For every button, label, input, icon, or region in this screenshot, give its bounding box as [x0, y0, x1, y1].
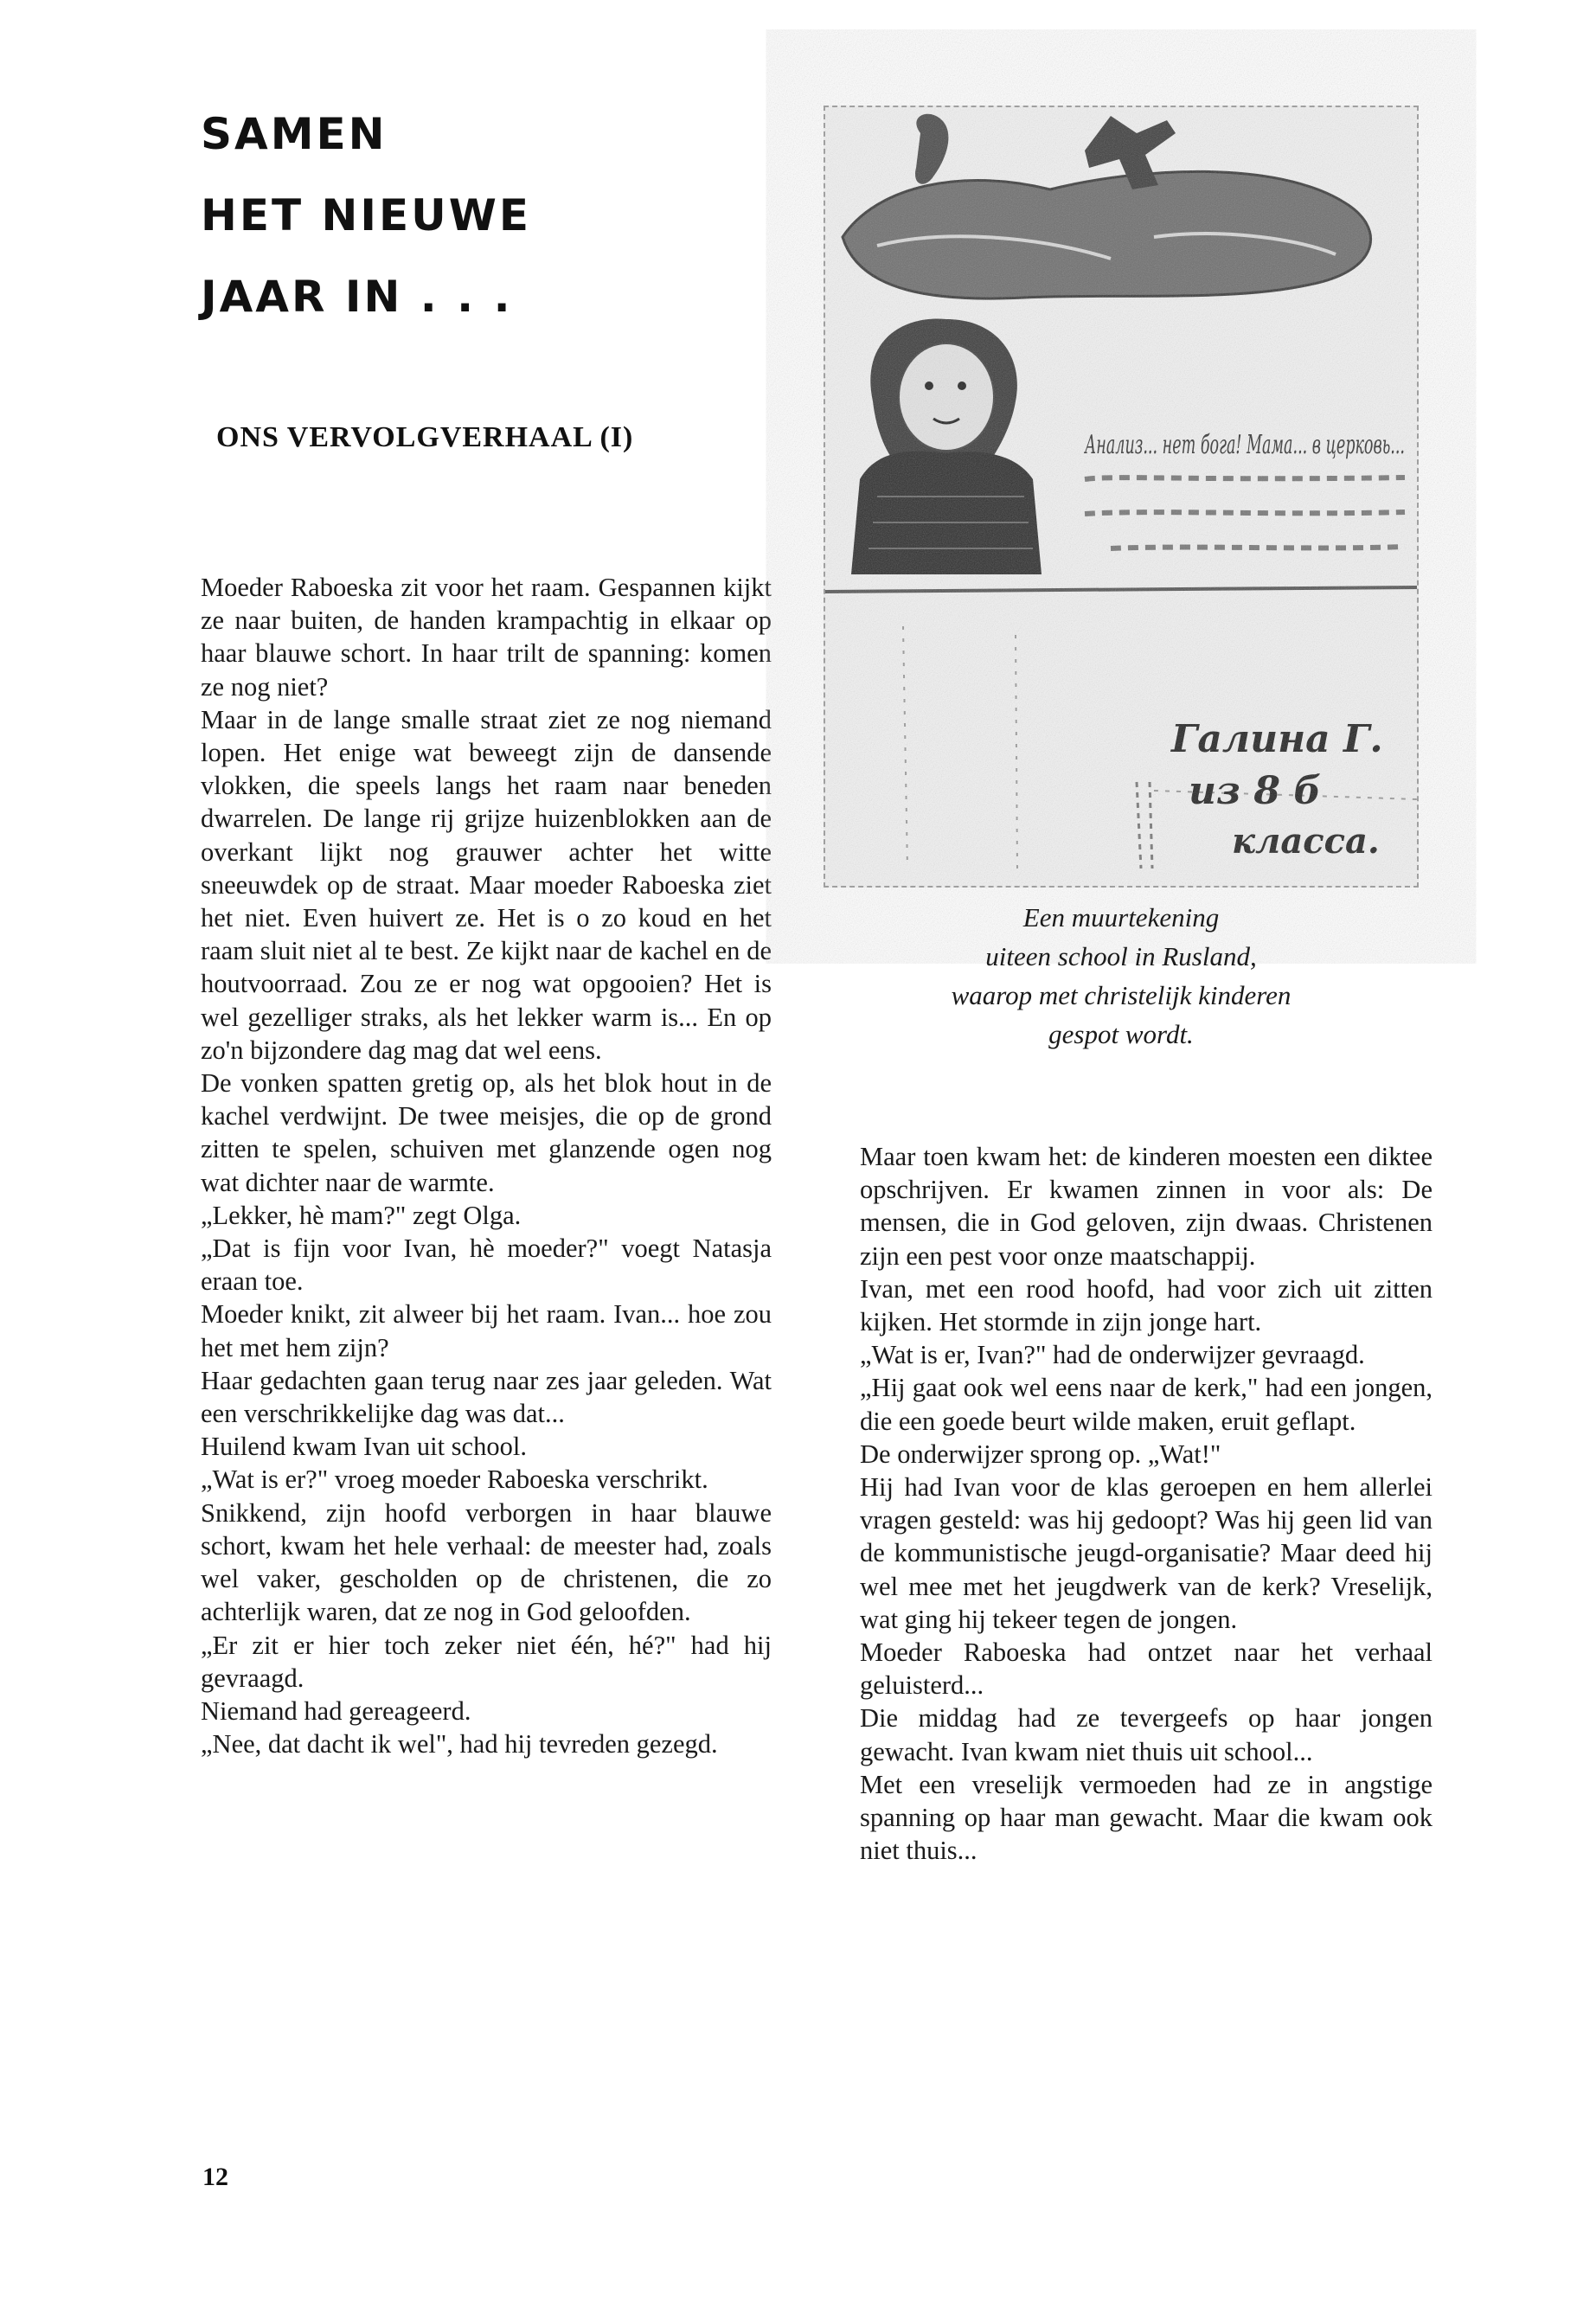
paragraph: „Wat is er, Ivan?" had de onderwijzer gevraagd. — [860, 1340, 1365, 1370]
caption-line-4: gespot wordt. — [1048, 1019, 1194, 1049]
wall-drawing-illustration — [824, 106, 1419, 888]
paragraph: „Er zit er hier toch zeker niet één, hé?" had hij gevraagd. — [201, 1630, 772, 1693]
caption-line-1: Een muurtekening — [1022, 902, 1220, 933]
paragraph: Moeder Raboeska had ontzet naar het verhaal geluisterd... — [860, 1638, 1433, 1701]
paragraph: De onderwijzer sprong op. „Wat!" — [860, 1439, 1221, 1469]
paragraph: Huilend kwam Ivan uit school. — [201, 1432, 527, 1462]
paragraph: Maar toen kwam het: de kinderen moesten een diktee opschrijven. Er kwamen zinnen in voor als: De mensen, die in God geloven, zijn dwaas. Christenen zijn een pest voor onze maatschappij. — [860, 1142, 1433, 1271]
paragraph: „Wat is er?" vroeg moeder Raboeska verschrikt. — [201, 1465, 708, 1495]
subheading: ONS VERVOLGVERHAAL (I) — [216, 421, 634, 453]
headline — [201, 93, 531, 337]
paragraph: Maar in de lange smalle straat ziet ze nog niemand lopen. Het enige wat beweegt zijn de dansende vlokken, die speels langs het raam naar beneden dwarrelen. De lange rij grijze huizenblokken aan de overkant lijkt nog grauwer achter het witte sneeuwdek op de straat. Maar moeder Raboeska ziet het niet. Even huivert ze. Het is o zo koud en het raam sluit niet al te best. Ze kijkt naar de kachel en de houtvoorraad. Zou ze er nog wat opgooien? Het is wel gezelliger straks, als het lekker warm is... En op zo'n bijzondere dag mag dat wel eens. — [201, 704, 772, 1065]
headline-line-1: SAMEN — [201, 109, 388, 159]
illustration-caption — [824, 898, 1419, 1054]
paragraph: De vonken spatten gretig op, als het blok hout in de kachel verdwijnt. De twee meisjes, die op de grond zitten te spelen, schuiven met glanzende ogen nog wat dichter naar de warmte. — [201, 1068, 772, 1197]
page-number: 12 — [202, 2163, 228, 2191]
paragraph: Moeder knikt, zit alweer bij het raam. Ivan... hoe zou het met hem zijn? — [201, 1299, 772, 1362]
caption-line-3: waarop met christelijk kinderen — [951, 980, 1292, 1010]
paragraph: Hij had Ivan voor de klas geroepen en hem allerlei vragen gesteld: was hij gedoopt? Was hij geen lid van de kommunistische jeugd-organisatie? Maar deed hij wel mee met het jeugdwerk van de kerk? Vreselijk, wat ging hij tekeer tegen de jongen. — [860, 1472, 1433, 1634]
paragraph: Haar gedachten gaan terug naar zes jaar geleden. Wat een verschrikkelijke dag was dat... — [201, 1365, 772, 1429]
paragraph: Met een vreselijk vermoeden had ze in angstige spanning op haar man gewacht. Maar die kwam ook niet thuis... — [860, 1769, 1433, 1866]
drawing-svg — [825, 107, 1417, 886]
paragraph: Moeder Raboeska zit voor het raam. Gespannen kijkt ze naar buiten, de handen krampachtig in elkaar op haar blauwe schort. In haar trilt de spanning: komen ze nog niet? — [201, 573, 772, 702]
paragraph: Ivan, met een rood hoofd, had voor zich uit zitten kijken. Het stormde in zijn jonge hart. — [860, 1273, 1433, 1337]
paragraph: „Dat is fijn voor Ivan, hè moeder?" voegt Natasja eraan toe. — [201, 1234, 772, 1297]
paragraph: Snikkend, zijn hoofd verborgen in haar blauwe schort, kwam het hele verhaal: de meester had, zoals wel vaker, gescholden op de christenen, die zo achterlijk waren, dat ze nog in God geloofden. — [201, 1497, 772, 1627]
headline-line-3: JAAR IN . . . — [201, 272, 513, 322]
paragraph: „Lekker, hè mam?" zegt Olga. — [201, 1200, 522, 1230]
left-text-column — [201, 571, 772, 1760]
caption-line-2: uiteen school in Rusland, — [985, 941, 1257, 971]
paragraph: „Hij gaat ook wel eens naar de kerk," had een jongen, die een goede beurt wilde maken, eruit geflapt. — [860, 1373, 1433, 1436]
headline-line-2: HET NIEUWE — [201, 190, 532, 240]
right-text-column — [860, 1140, 1433, 1867]
paragraph: „Nee, dat dacht ik wel", had hij tevreden gezegd. — [201, 1729, 718, 1759]
paragraph: Niemand had gereageerd. — [201, 1695, 471, 1726]
paragraph: Die middag had ze tevergeefs op haar jongen gewacht. Ivan kwam niet thuis uit school... — [860, 1703, 1433, 1766]
